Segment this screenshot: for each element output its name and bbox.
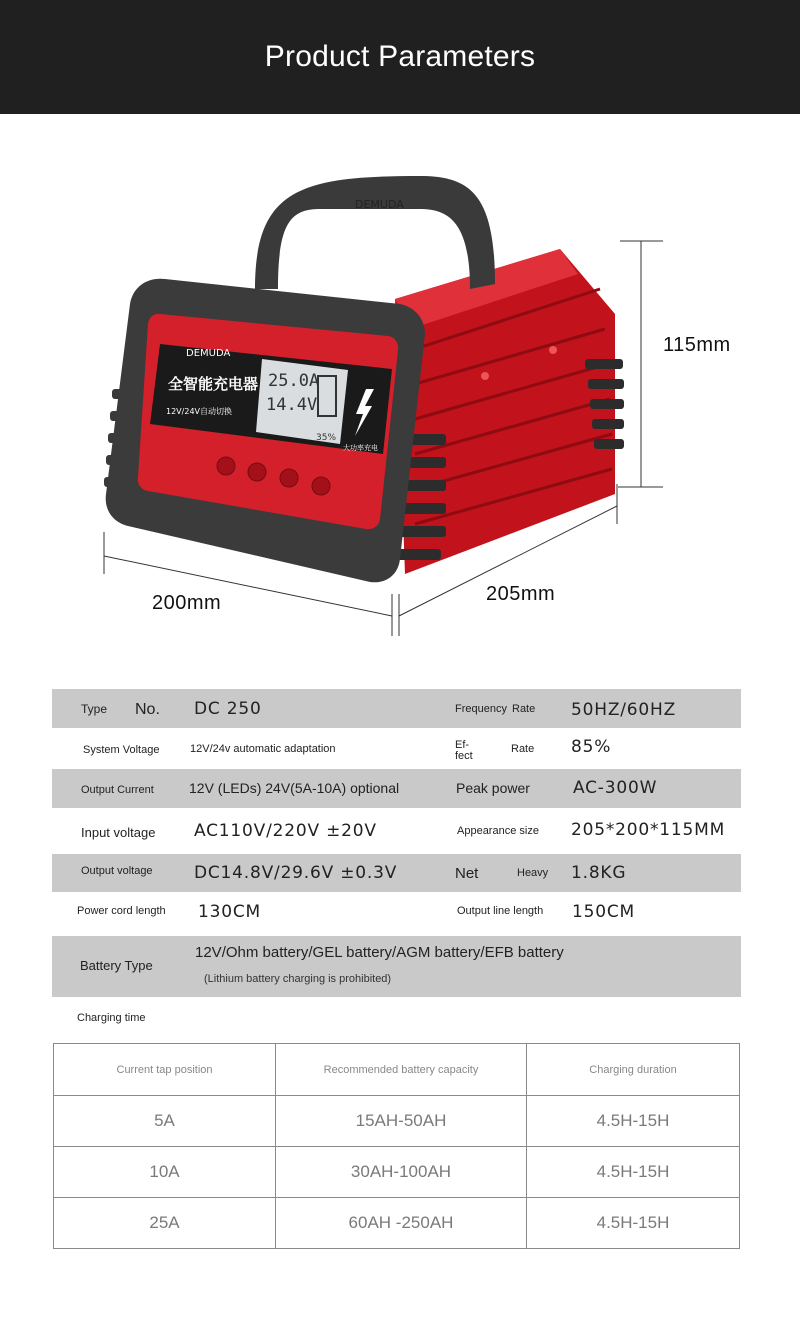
system-voltage-label: System Voltage bbox=[83, 744, 160, 756]
type-label: Type bbox=[81, 702, 108, 716]
table-cell: 4.5H-15H bbox=[527, 1198, 740, 1249]
table-row bbox=[54, 1096, 740, 1147]
table-cell: 4.5H-15H bbox=[527, 1096, 740, 1147]
column-header: Recommended battery capacity bbox=[276, 1044, 527, 1096]
table-row bbox=[54, 1198, 740, 1249]
page-title: Product Parameters bbox=[264, 40, 536, 73]
output-voltage-value: DC14.8V/29.6V ±0.3V bbox=[194, 863, 398, 883]
system-voltage-value: 12V/24v automatic adaptation bbox=[190, 743, 336, 755]
table-cell: 15AH-50AH bbox=[276, 1096, 527, 1147]
lcd-percent: 35% bbox=[316, 433, 337, 443]
output-line-value: 150CM bbox=[572, 902, 635, 922]
output-current-label: Output Current bbox=[81, 784, 154, 796]
table-cell: 25A bbox=[54, 1198, 276, 1249]
param-row-input-voltage bbox=[52, 808, 741, 854]
param-row-battery-type bbox=[52, 936, 741, 997]
input-voltage-label: Input voltage bbox=[81, 825, 156, 840]
frequency-value: 50HZ/60HZ bbox=[571, 700, 677, 720]
output-current-value: 12V (LEDs) 24V(5A-10A) optional bbox=[189, 780, 400, 796]
screw-icon bbox=[481, 372, 489, 380]
panel-subtitle: 12V/24V自动切换 bbox=[166, 407, 232, 416]
output-line-label: Output line length bbox=[457, 905, 544, 917]
charging-time-title: Charging time bbox=[77, 1012, 146, 1024]
screw-icon bbox=[549, 346, 557, 354]
product-illustration bbox=[0, 114, 800, 674]
param-row-output-current bbox=[52, 769, 741, 808]
charger-handle bbox=[255, 176, 495, 289]
side-label: 大功率充电 bbox=[343, 444, 378, 452]
table-header-row bbox=[54, 1044, 740, 1096]
appearance-size-label: Appearance size bbox=[457, 825, 539, 837]
panel-title: 全智能充电器 bbox=[168, 375, 259, 393]
table-cell: 4.5H-15H bbox=[527, 1147, 740, 1198]
dimension-depth: 205mm bbox=[486, 583, 556, 605]
column-header: Current tap position bbox=[54, 1044, 276, 1096]
dimension-width: 200mm bbox=[152, 592, 222, 614]
table-cell: 10A bbox=[54, 1147, 276, 1198]
dimension-height: 115mm bbox=[663, 334, 731, 356]
heavy-label: Heavy bbox=[517, 867, 549, 879]
table-cell: 60AH -250AH bbox=[276, 1198, 527, 1249]
battery-type-note: (Lithium battery charging is prohibited) bbox=[204, 973, 392, 985]
charging-time-table bbox=[53, 1043, 740, 1249]
column-header: Charging duration bbox=[527, 1044, 740, 1096]
handle-text: DEMUDA bbox=[355, 198, 404, 211]
efficiency-label-1: Ef- bbox=[455, 739, 470, 751]
net-label: Net bbox=[455, 865, 479, 882]
header-bar bbox=[0, 0, 800, 114]
table-row bbox=[54, 1147, 740, 1198]
no-label: No. bbox=[135, 701, 160, 718]
brand-logo: DEMUDA bbox=[186, 348, 231, 359]
param-row-type bbox=[52, 689, 741, 728]
frequency-rate-label: Rate bbox=[512, 703, 536, 715]
param-row-cord-length bbox=[52, 892, 741, 936]
table-cell: 5A bbox=[54, 1096, 276, 1147]
lcd-current: 25.0A bbox=[268, 371, 320, 391]
power-cord-value: 130CM bbox=[198, 902, 261, 922]
efficiency-rate-label: Rate bbox=[511, 743, 535, 755]
lcd-voltage: 14.4V bbox=[266, 395, 318, 415]
battery-charger-image bbox=[0, 114, 800, 674]
type-value: DC 250 bbox=[194, 699, 262, 719]
power-cord-label: Power cord length bbox=[77, 905, 166, 917]
battery-type-label: Battery Type bbox=[80, 958, 153, 973]
efficiency-value: 85% bbox=[571, 737, 612, 757]
net-weight-value: 1.8KG bbox=[571, 863, 627, 883]
param-row-system-voltage bbox=[52, 728, 741, 769]
input-voltage-value: AC110V/220V ±20V bbox=[194, 821, 377, 841]
appearance-size-value: 205*200*115MM bbox=[571, 820, 726, 840]
peak-power-value: AC-300W bbox=[573, 778, 658, 798]
table-cell: 30AH-100AH bbox=[276, 1147, 527, 1198]
battery-type-value: 12V/Ohm battery/GEL battery/AGM battery/EFB battery bbox=[195, 944, 564, 961]
efficiency-label-2: fect bbox=[455, 750, 473, 762]
peak-power-label: Peak power bbox=[456, 780, 530, 796]
output-voltage-label: Output voltage bbox=[81, 865, 153, 877]
frequency-label: Frequency bbox=[455, 703, 507, 715]
param-row-output-voltage bbox=[52, 854, 741, 892]
